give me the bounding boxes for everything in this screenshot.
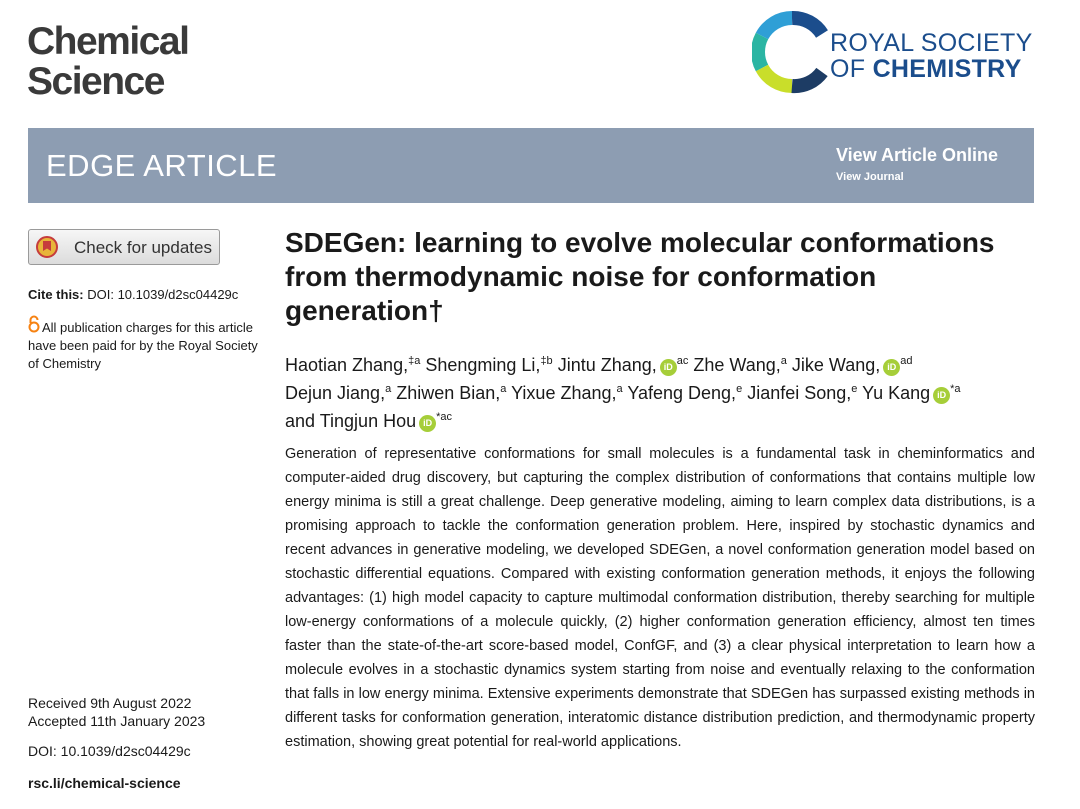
author-affiliation: ‡b — [540, 355, 553, 367]
author-list — [285, 349, 1045, 433]
author-name: Shengming Li, — [425, 355, 541, 375]
cite-value[interactable]: DOI: 10.1039/d2sc04429c — [83, 287, 239, 302]
cite-this — [28, 286, 238, 304]
check-for-updates-label: Check for updates — [74, 238, 212, 257]
author — [285, 411, 452, 431]
article-banner — [28, 128, 1034, 203]
view-article-online-link[interactable]: View Article Online — [836, 145, 999, 165]
article-title: SDEGen: learning to evolve molecular conformations from thermodynamic noise for conformation generation† — [285, 227, 995, 326]
author-name: Yu Kang — [862, 383, 931, 403]
author — [285, 355, 420, 375]
author-affiliation: a — [385, 383, 392, 395]
author-name: Zhe Wang, — [693, 355, 781, 375]
author — [285, 383, 391, 403]
publisher-name-line2: OF CHEMISTRY — [830, 55, 1022, 83]
received-date: Received 9th August 2022 — [28, 695, 192, 711]
open-access-note: All publication charges for this article have been paid for by the Royal Society of Chemistry — [28, 320, 258, 371]
author — [558, 355, 689, 375]
author — [747, 383, 857, 403]
article-type-label: EDGE ARTICLE — [46, 148, 278, 183]
author-affiliation: ‡a — [408, 355, 421, 367]
crossmark-icon — [36, 236, 58, 258]
author — [792, 355, 913, 375]
author — [425, 355, 552, 375]
orcid-icon[interactable]: iD — [660, 359, 677, 376]
author-affiliation: a — [616, 383, 623, 395]
publisher-logo — [752, 10, 1042, 100]
author-name: Jintu Zhang, — [557, 355, 657, 375]
orcid-icon[interactable]: iD — [419, 415, 436, 432]
publisher-name-line1: ROYAL SOCIETY — [830, 29, 1033, 57]
author-affiliation: ac — [676, 355, 689, 367]
check-for-updates-button[interactable] — [28, 229, 220, 265]
author-affiliation: *a — [950, 383, 961, 395]
journal-title-line2: Science — [27, 60, 164, 103]
cite-label: Cite this: — [28, 287, 84, 302]
author-affiliation: e — [851, 383, 858, 395]
author-name: Zhiwen Bian, — [396, 383, 501, 403]
orcid-icon[interactable]: iD — [883, 359, 900, 376]
doi[interactable]: DOI: 10.1039/d2sc04429c — [28, 743, 191, 759]
rsc-ring-icon — [752, 10, 832, 95]
author-affiliation: ad — [900, 355, 913, 367]
journal-title-line1: Chemical — [27, 20, 189, 63]
publisher-name — [830, 30, 1033, 82]
author-name: Jianfei Song, — [747, 383, 852, 403]
author-affiliation: a — [500, 383, 507, 395]
orcid-icon[interactable]: iD — [933, 387, 950, 404]
view-journal-link[interactable]: View Journal — [836, 171, 904, 183]
author-name: Dejun Jiang, — [285, 383, 386, 403]
accepted-date: Accepted 11th January 2023 — [28, 713, 206, 729]
abstract: Generation of representative conformations for small molecules is a fundamental task in cheminformatics and computer-aided drug discovery, but capturing the complex distribution of conformations that contains multiple low energy minima is still a great challenge. Deep generative modeling, aiming to learn complex data distributions, is a promising approach to tackle the conformation generation problem. Here, inspired by stochastic dynamics and recent advances in generative modeling, we developed SDEGen, a novel conformation generation model based on stochastic differential equations. Compared with existing conformation generation methods, it enjoys the following advantages: (1) high model capacity to capture multimodal conformation distribution, thereby searching for multiple low-energy conformations of a molecule quickly, (2) higher conformation generation efficiency, almost ten times faster than the state-of-the-art score-based model, ConfGF, and (3) a clear physical interpretation to learn how a molecule evolves in a stochastic dynamics system starting from noise and eventually relaxing to the conformation that falls in low energy minima. Extensive experiments demonstrate that SDEGen has surpassed existing methods in different tasks for conformation generation, interatomic distance distribution prediction, and thermodynamic property estimation, showing great potential for real-world applications. — [285, 446, 1035, 750]
author — [511, 383, 623, 403]
author-name: Haotian Zhang, — [285, 355, 409, 375]
author-name: and Tingjun Hou — [285, 411, 417, 431]
author-affiliation: *ac — [436, 411, 453, 423]
journal-title — [27, 22, 188, 102]
author — [627, 383, 742, 403]
author — [693, 355, 787, 375]
author-affiliation: a — [780, 355, 787, 367]
author — [862, 383, 960, 403]
author-name: Yixue Zhang, — [511, 383, 617, 403]
author-name: Yafeng Deng, — [627, 383, 737, 403]
author-affiliation: e — [736, 383, 743, 395]
author — [396, 383, 506, 403]
author-name: Jike Wang, — [791, 355, 881, 375]
journal-link[interactable]: rsc.li/chemical-science — [28, 775, 181, 791]
